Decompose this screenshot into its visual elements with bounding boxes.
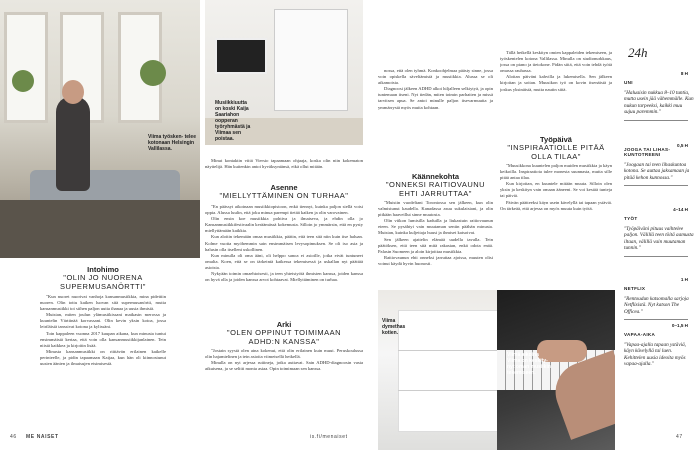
paragraph: Raitiovaunun ehti onneksi jarruttaa ajoissa, muuten olisi voinut käydä hyvin huonosti.	[378, 254, 493, 266]
section-kicker: Käännekohta	[411, 172, 460, 181]
page-number-right: 47	[676, 434, 683, 440]
paragraph: "Muusikkona kuuntelen paljon muiden musiikkia ja käyn keikoilla. Inspiraatiota tulee monesta suunnasta, mutta sille pitää antaa tilaa.	[500, 163, 612, 181]
entry-text: "Haluaisin nukkua 8–10 tuntia, mutta usein jää vähemmälle. Kun nukun tarpeeksi, kaikki muu sujuu paremmin."	[624, 90, 694, 116]
divider	[624, 120, 688, 121]
section-tyopaiva	[500, 135, 612, 161]
section-kicker: Arki	[276, 320, 292, 329]
entry-name: NETFLIX	[624, 286, 646, 291]
section-intohimo	[40, 265, 166, 291]
plant	[140, 60, 166, 86]
section-quote: "MIELLYTTÄMINEN ON TURHAA"	[219, 191, 349, 200]
entry-name: VAPAA-AIKA	[624, 332, 656, 337]
entry-name: UNI	[624, 80, 633, 85]
section-quote: "OLIN JO NUORENA SUPERMUSANÖRTTI"	[60, 273, 146, 291]
paragraph: Muistan, miten joulun ylämusiikissani matkasin merossa ja kuuntelin Värttinää korvassani. Olin kevin yksin kotoa, jossa leiriläisiä tanssivat kotona ja kylissäni.	[40, 312, 166, 330]
paragraph: Tällä hetkellä keskityn omien kappaleiden tekemiseen, ja työskentelen kotona Vallilassa. Minulla on studionurkkaus, jossa on piano ja tietokone. Pidän siitä, että voin tehdä työtä omassa rauhassa.	[500, 50, 612, 74]
paragraph: Päivän päätteeksi käyn usein kävelyllä tai tapaan ystäviä. On tärkeää, että arjessa on myös muuta kuin työtä.	[500, 199, 612, 211]
section-kicker: Asenne	[270, 183, 298, 192]
paragraph: "Jostain syystä olen aina kokenut, että olin erilainen kuin muut. Peruskoulussa olin hajamielinen ja tein asioita viimeisellä hetkellä.	[205, 348, 363, 360]
paragraph: nossa, että olen tyhmä. Konkoohjelmaa päästy sinne, jossa voin opiskella säveltämistä ja musiikkia. Alussa se oli aikamoista.	[378, 68, 493, 86]
section-arki	[205, 320, 363, 346]
section-kicker: Intohimo	[87, 265, 119, 274]
column-3-top	[378, 68, 493, 166]
sidebar-entry	[624, 143, 694, 186]
paragraph: Minusta kansanmusiikki on riittävän erilainen kaikelle perinteelle, ja pidin tapaamaan Kaijaa, kun hän oli kiinnostunut uusien äänien ja ilmaisujen etsimisestä.	[40, 348, 166, 367]
caption-piano: Viimä aikoina Viima on keskity- nyt oman musiikin tekemiseen.	[507, 352, 551, 376]
paragraph: Kun aloitin tekemään omaa musiikkia, päätin, että teen sitä niin kuin itse haluan. Kolme vuotta myöhemmin sain ensimmäisen levysopimuksen. Se oli iso asia ja halusin olla itselleni uskollinen.	[205, 234, 363, 252]
entry-text: "Joogaan tai teen lihaskuntoa kotona. Se auttaa jaksamaan ja pitää kehon kunnossa."	[624, 162, 690, 181]
paragraph: Kun kirjoitan, en kuuntele mitään muuta. Silloin olen yksin ja keskityn vain omaan ääneeni. Se voi kestää tunteja tai päiviä.	[500, 181, 612, 199]
entry-time: 1 H	[680, 277, 688, 282]
paragraph: Minulla on nyt arjessa rutiineja, jotka auttavat. Sain ADHD-diagnoosin vasta aikuisena, ja se selitti monta asiaa. Opin toimimaan sen kanssa.	[205, 360, 363, 372]
entry-time: 0–1,5 H	[671, 323, 688, 328]
paragraph: Olin viikon lumisilla kaduilla ja liukastuin raitiovaunun eteen. Se pysähtyi vain muutaman sentin päähän minusta. Muistan, kuinka kuljettaja huusi ja ihmiset katsoivat.	[378, 218, 493, 236]
section-quote: "ONNEKSI RAITIOVAUNU EHTI JARRUTTAA"	[385, 180, 486, 198]
magazine-name: ME NAISET	[26, 434, 59, 440]
sidebar-entry	[624, 71, 694, 121]
section-asenne	[205, 183, 363, 201]
section-quote: "OLEN OPPINUT TOIMIMAAN ADHD:N KANSSA"	[226, 328, 342, 346]
paragraph: Nykyään toimin omaehtoisesti, ja teen yhteistyötä ihmisten kanssa, joiden kanssa on hyvä olla ja joiden kanssa arvot kohtaavat. Miellyttäminen on turhaa.	[205, 271, 363, 283]
paragraph: Aloitan päiväni kahvilla ja lukemisella. Sen jälkeen kirjoitan ja soitan. Muusikon työ on kovin itsenäistä ja joskus yksinäistä, mutta nautin siitä.	[500, 74, 612, 92]
caption-room: Viima työsken- telee kotonaan Helsingin Vallilassa.	[148, 134, 196, 152]
person-figure	[56, 96, 90, 191]
paragraph: Kun minulla oli oma ääni, oli helppo sanoa ei asioille, jotka eivät tuntuneet omalta. Koen, että se on tärkeintä kaikessa tekemisessä ja uskallan nyt päättää asioista.	[205, 252, 363, 270]
section-kicker: Työpäivä	[540, 135, 572, 144]
divider	[624, 256, 688, 257]
plant	[12, 70, 34, 92]
entry-time: 4–14 H	[673, 207, 688, 212]
page-number-left: 46	[10, 434, 17, 440]
entry-text: "Vapaa-ajalla tapaan ystäviä, käyn kävelyllä tai luen. Kehittelen uusia ideoita myös vapaa-ajalla."	[624, 342, 686, 368]
entry-time: 8 H	[680, 71, 688, 76]
window	[4, 12, 48, 123]
entry-text: "Työpäiväni pituus vaihtelee paljon. Välillä teen töitä aamusta iltaan, välillä vain muutaman tunnin."	[624, 226, 694, 252]
caption-wall: Musiikkiuutta on koski Kaija Saariahon oopperan työryhmästä ja Viimaa sen poistaa.	[215, 100, 251, 142]
entry-text: "Rentoudun katsomalla sarjoja Netflixistä. Nyt katson The Officea."	[624, 296, 689, 315]
sidebar-entry	[624, 277, 694, 320]
sidebar-entry	[624, 207, 694, 257]
column-1	[40, 294, 166, 426]
entry-name: TYÖT	[624, 216, 638, 221]
table	[0, 200, 200, 258]
paragraph: Minut kontaktin viitä Viersio tapaamaan ohjaaja, koska olin niin kokematon näyttelijä. Hän kuitenkin antoi hyväksyntänsä, eikä ollut mitään.	[205, 158, 363, 170]
photo-living-room	[0, 0, 200, 258]
footer-url: is.fi/menaiset	[310, 434, 348, 440]
section-quote: "INSPIRAATIOLLE PITÄÄ OLLA TILAA"	[507, 143, 605, 161]
entry-name: JOOGA TAI LIHAS-KUNTOTREENI	[624, 147, 671, 157]
paragraph: Olin ensin koe musiikkia pohtiva ja ilmaiseva, ja ehdin olla jo Kansanmusiikkifestivaalin keräämässä kokemusta. Silloin jo ymmärsin, että en pysty miellyttämään kaikkia.	[205, 216, 363, 234]
drawer-line	[398, 350, 508, 351]
column-3-body	[378, 200, 493, 284]
sidebar-logo: 24h	[628, 45, 648, 60]
sidebar-entry	[624, 323, 694, 368]
sidebar-24h	[624, 45, 694, 368]
caption-keys: Viima dymethas kotien.	[382, 318, 406, 336]
column-2-arki	[205, 348, 363, 428]
column-2-body	[205, 204, 363, 314]
section-kaannekohta	[378, 172, 493, 198]
paragraph: "En päässyt aikoinaan musiikkiopistoon, enkä tiennyt, kuinka paljon siellä voisi oppia. Alussa luulin, että joku minua parempi tietää kaiken ja olin varovainen.	[205, 204, 363, 216]
paragraph: "Muistin vuodeltani Torontossa sen jälkeen, kun olin valmistunut kaudella. Kanadassa asuu sukulaisiani, ja olin pitkään haaveillut sinne muutosta.	[378, 200, 493, 218]
paragraph: Diagnoosi jälkeen ADHD alkoi hiljalleen selkiytyä, ja opin tuntemaan itseni. Nyt tiedän, miten toimin parhaiten ja missä tarvitsen apua. Se antoi minulle paljon itsevarmuutta ja ymmärrystä myös muita kohtaan.	[378, 86, 493, 110]
paragraph: "Kun nuoret nuorivat vanhoja kansanmusiikkia, mina pidettiin nuoren. Olin tottu kaiken luovan sitä supermusanörtti, mutta kansanmusiikki toi siihen paljon uutta ihanaa ja uusia ihmisiä.	[40, 294, 166, 312]
column-4-body	[500, 163, 612, 283]
person-head	[62, 80, 84, 104]
entry-time: 0,5 H	[677, 143, 688, 148]
column-2-intro	[205, 158, 363, 176]
drawer-line	[398, 390, 508, 391]
picture-frame	[215, 38, 267, 74]
divider	[624, 319, 688, 320]
paragraph: Sen jälkeen ajattelin elämää uudella tavalla. Tein päätöksen, että teen sitä mitä rakastan, enkä odota enää. Palasin Suomeen ja aloin kirjoittaa musiikkia.	[378, 236, 493, 254]
column-4-top	[500, 50, 612, 132]
poster	[275, 10, 347, 110]
divider	[624, 185, 688, 186]
paragraph: Toin kappaleen vuonna 2017 kaupan aikana, kun minusta tuntui ensimmäistä kertaa, että voin olla kansanmusiikkijanlainen. Tein niistä kaikkea ja kirjoitin lisää.	[40, 330, 166, 348]
